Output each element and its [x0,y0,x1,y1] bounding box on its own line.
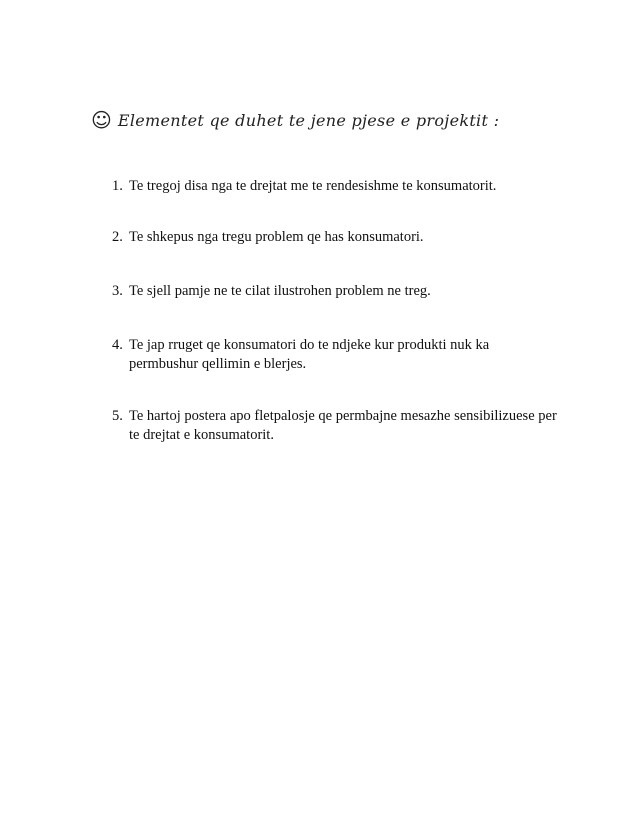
heading-text: Elementet qe duhet te jene pjese e projektit : [117,110,500,130]
item-text-continued: permbushur qellimin e blerjes. [129,356,307,372]
item-text: Te hartoj postera apo fletpalosje qe permbajne mesazhe sensibilizuese per [129,408,557,424]
section-heading [91,110,499,130]
list-item [112,336,582,374]
item-number: 1. [112,178,123,194]
item-text: Te sjell pamje ne te cilat ilustrohen problem ne treg. [129,283,431,299]
list-item [112,177,582,196]
item-number: 5. [112,408,123,424]
item-number: 3. [112,283,123,299]
item-text-continued: te drejtat e konsumatorit. [129,427,274,443]
item-text: Te tregoj disa nga te drejtat me te rendesishme te konsumatorit. [129,178,497,194]
item-number: 2. [112,229,123,245]
smiley-icon: ☺ [91,108,112,132]
list-item [112,407,582,445]
item-text: Te jap rruget qe konsumatori do te ndjeke kur produkti nuk ka [129,337,490,353]
item-text: Te shkepus nga tregu problem qe has konsumatori. [129,229,424,245]
list-item [112,282,582,301]
list-item [112,228,582,247]
item-number: 4. [112,337,123,353]
